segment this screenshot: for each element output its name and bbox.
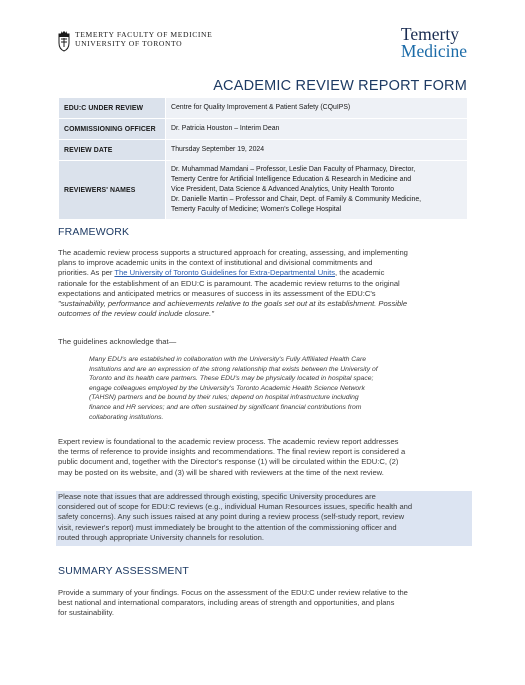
text-line: public document and, together with the Director's response (1) will be circulated within the EDU:C, (2) xyxy=(58,457,399,467)
text-line: rationale for the establishment of an EDU:C is paramount. The academic review returns to the original xyxy=(58,278,400,288)
quote-line: collaborating institutions. xyxy=(89,413,164,421)
quote-line: Toronto and its health care partners. These EDU's may be physically located in hospital space; xyxy=(89,375,374,383)
guidelines-link[interactable]: The University of Toronto Guidelines for Extra-Departmental Units xyxy=(114,268,336,278)
text-fragment: , the academic xyxy=(335,268,385,278)
reviewer-line: Dr. Muhammad Mamdani – Professor, Leslie Dan Faculty of Pharmacy, Director, xyxy=(171,166,416,173)
reviewer-line: Dr. Danielle Martin – Professor and Chair, Dept. of Family & Community Medicine, xyxy=(171,196,422,203)
text-line: outcomes of the review could include closure." xyxy=(58,309,214,319)
row-label: REVIEW DATE xyxy=(59,140,166,161)
text-line: for sustainability. xyxy=(58,608,114,618)
temerty-medicine-logo xyxy=(401,26,467,60)
table-row xyxy=(59,98,468,119)
framework-heading: FRAMEWORK xyxy=(58,226,130,238)
note-line: routed through appropriate University channels for resolution. xyxy=(58,532,264,542)
text-fragment: priorities. As per xyxy=(58,268,115,278)
quote-line: (TAHSN) partners and be bound by their rules; depend on hospital infrastructure including xyxy=(89,394,359,402)
text-line: the terms of reference to provide insights and recommendations. The final review report is considered a xyxy=(58,447,406,457)
text-line: plans to improve academic units in the context of institutional and divisional commitments and xyxy=(58,258,373,268)
text-line: The academic review process supports a structured approach for creating, assessing, and implementing xyxy=(58,248,408,257)
row-label: REVIEWERS' NAMES xyxy=(59,161,166,220)
table-row xyxy=(59,119,468,140)
brand-line-1: Temerty xyxy=(400,24,459,44)
row-value: Thursday September 19, 2024 xyxy=(166,140,468,161)
reviewer-line: Temerty Centre for Artificial Intelligence Education & Research in Medicine and xyxy=(171,176,412,183)
text-line: Expert review is foundational to the academic review process. The academic review report addresses xyxy=(58,437,399,446)
reviewer-line: Temerty Faculty of Medicine; Women's College Hospital xyxy=(171,206,342,213)
table-row xyxy=(59,140,468,161)
university-name: UNIVERSITY OF TORONTO xyxy=(75,39,183,48)
page-title: ACADEMIC REVIEW REPORT FORM xyxy=(213,78,467,94)
quote-line: finance and HR services; and are often sustained by significant financial contributions from xyxy=(89,403,362,411)
text-line: "sustainability, performance and achievements relative to the goals set out at its establishment. Possible xyxy=(58,299,408,309)
review-info-table xyxy=(58,97,468,220)
table-row xyxy=(59,161,468,220)
guidelines-quote xyxy=(89,355,437,422)
note-line: Please note that issues that are addressed through existing, specific University procedures are xyxy=(58,492,376,501)
row-value: Dr. Patricia Houston – Interim Dean xyxy=(166,119,468,140)
brand-line-2: Medicine xyxy=(400,41,467,61)
text-line: expectations and anticipated metrics or measures of success in its assessment of the EDU:C's xyxy=(58,288,376,298)
crest-icon xyxy=(58,30,70,52)
scope-note xyxy=(56,491,472,546)
quote-line: Institutions and are an expression of the strong relationship that exists between the University of xyxy=(89,365,378,373)
row-label: COMMISSIONING OFFICER xyxy=(59,119,166,140)
framework-paragraph xyxy=(58,248,468,319)
note-line: considered out of scope for EDU:C reviews (e.g., individual Human Resources issues, specific health and xyxy=(58,502,413,512)
note-line: safety concerns). Any such issues raised at any point during a review process (self-study report, review xyxy=(58,512,405,522)
row-label: EDU:C UNDER REVIEW xyxy=(59,98,166,119)
text-line: Provide a summary of your findings. Focus on the assessment of the EDU:C under review relative to the xyxy=(58,588,408,597)
quote-line: engage colleagues employed by the University's Toronto Academic Health Science Network xyxy=(89,384,365,392)
row-value: Centre for Quality Improvement & Patient Safety (CQuIPS) xyxy=(166,98,468,119)
reviewer-line: Vice President, Data Science & Advanced Analytics, Unity Health Toronto xyxy=(171,186,395,193)
university-logo xyxy=(58,30,212,52)
guidelines-intro: The guidelines acknowledge that— xyxy=(58,337,177,346)
row-value xyxy=(166,161,468,220)
text-line xyxy=(58,268,468,278)
summary-heading: SUMMARY ASSESSMENT xyxy=(58,565,189,577)
text-line: best national and international comparators, including areas of strength and opportunities, and plans xyxy=(58,598,395,608)
faculty-name: TEMERTY FACULTY OF MEDICINE xyxy=(75,30,213,39)
summary-paragraph xyxy=(58,588,468,619)
expert-review-paragraph xyxy=(58,437,468,478)
text-line: may be posted on its website, and (3) will be shared with reviewers at the time of the next review. xyxy=(58,467,384,477)
note-line: visit, reviewer's report) must immediately be brought to the attention of the commissioning officer and xyxy=(58,522,397,532)
quote-line: Many EDU's are established in collaboration with the University's Fully Affiliated Health Care xyxy=(89,356,366,363)
